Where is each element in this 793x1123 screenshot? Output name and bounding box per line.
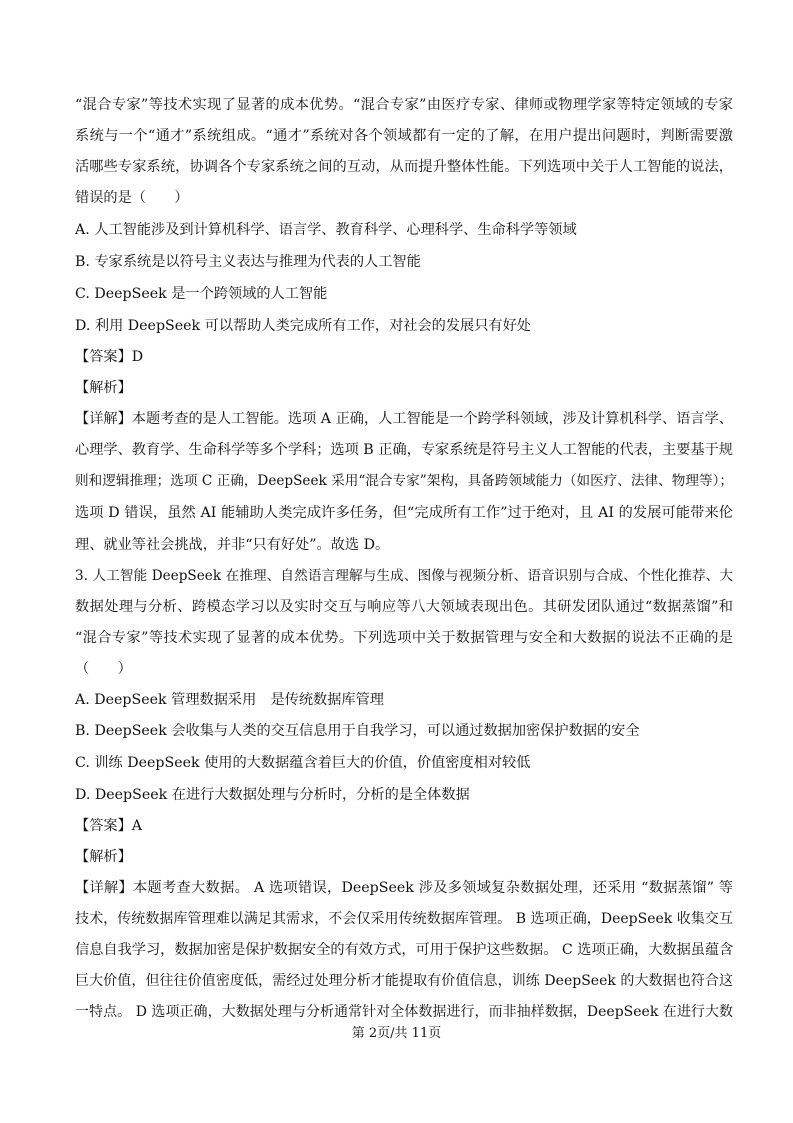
option-c: C. DeepSeek 是一个跨领域的人工智能 <box>75 286 328 302</box>
page-number: 第 2页/共 11页 <box>351 1026 442 1041</box>
option-c: C. 训练 DeepSeek 使用的大数据蕴含着巨大的价值，价值密度相对较低 <box>75 755 531 771</box>
question-3-line: 3. 人工智能 DeepSeek 在推理、自然语言理解与生成、图像与视频分析、语音识别与合成、个性化推荐、大 <box>75 568 733 584</box>
question-stem-end: 错误的是（ ） <box>75 190 189 206</box>
option-a: A. 人工智能涉及到计算机科学、语言学、教育科学、心理科学、生命科学等领域 <box>75 222 577 238</box>
text-line: 活哪些专家系统，协调各个专家系统之间的互动，从而提升整体性能。下列选项中关于人工智能的说法， <box>75 159 733 175</box>
explanation-line: 选项 D 错误，虽然 AI 能辅助人类完成许多任务，但“完成所有工作”过于绝对，且 AI 的发展可能带来伦 <box>75 505 733 521</box>
question-3-bracket: （ ） <box>75 661 132 677</box>
explanation-line: 【详解】本题考查的是人工智能。选项 A 正确，人工智能是一个跨学科领域，涉及计算机科学、语言学、 <box>75 411 733 427</box>
explanation-line: 则和逻辑推理；选项 C 正确，DeepSeek 采用“混合专家”架构，具备跨领域能力（如医疗、法律、物理等）； <box>75 473 733 489</box>
option-d: D. 利用 DeepSeek 可以帮助人类完成所有工作，对社会的发展只有好处 <box>75 318 531 334</box>
answer-label: 【答案】A <box>75 818 142 834</box>
question-3-line: 数据处理与分析、跨模态学习以及实时交互与响应等八大领域表现出色。其研发团队通过“数据蒸馏”和 <box>75 599 733 615</box>
explanation-line: 心理学、教育学、生命科学等多个学科；选项 B 正确，专家系统是符号主义人工智能的代表，主要基于规 <box>75 442 733 458</box>
text-line: “混合专家”等技术实现了显著的成本优势。“混合专家”由医疗专家、律师或物理学家等特定领域的专家 <box>75 97 733 113</box>
answer-label: 【答案】D <box>75 349 144 365</box>
option-b: B. DeepSeek 会收集与人类的交互信息用于自我学习，可以通过数据加密保护数据的安全 <box>75 723 640 739</box>
explanation-line: 一特点。 D 选项正确，大数据处理与分析通常针对全体数据进行，而非抽样数据，DeepSeek 在进行大数 <box>75 1004 733 1020</box>
analysis-label: 【解析】 <box>75 380 132 396</box>
text-line: 系统与一个“通才”系统组成。“通才”系统对各个领域都有一定的了解，在用户提出问题时，判断需要激 <box>75 128 733 144</box>
explanation-line: 信息自我学习，数据加密是保护数据安全的有效方式，可用于保护这些数据。 C 选项正确，大数据虽蕴含 <box>75 942 734 958</box>
analysis-label: 【解析】 <box>75 849 132 865</box>
option-a: A. DeepSeek 管理数据采用 是传统数据库管理 <box>75 692 384 708</box>
question-3-line: “混合专家”等技术实现了显著的成本优势。下列选项中关于数据管理与安全和大数据的说法不正确的是 <box>75 630 733 646</box>
option-d: D. DeepSeek 在进行大数据处理与分析时，分析的是全体数据 <box>75 787 470 803</box>
explanation-line: 理、就业等社会挑战，并非“只有好处”。故选 D。 <box>75 537 390 553</box>
explanation-line: 巨大价值，但往往价值密度低，需经过处理分析才能提取有价值信息，训练 DeepSeek 的大数据也符合这 <box>75 973 733 989</box>
explanation-line: 技术，传统数据库管理难以满足其需求，不会仅采用传统数据库管理。 B 选项正确，DeepSeek 收集交互 <box>75 911 733 927</box>
option-b: B. 专家系统是以符号主义表达与推理为代表的人工智能 <box>75 254 421 270</box>
explanation-line: 【详解】本题考查大数据。 A 选项错误，DeepSeek 涉及多领域复杂数据处理，还采用 “数据蒸馏” 等 <box>75 880 733 896</box>
